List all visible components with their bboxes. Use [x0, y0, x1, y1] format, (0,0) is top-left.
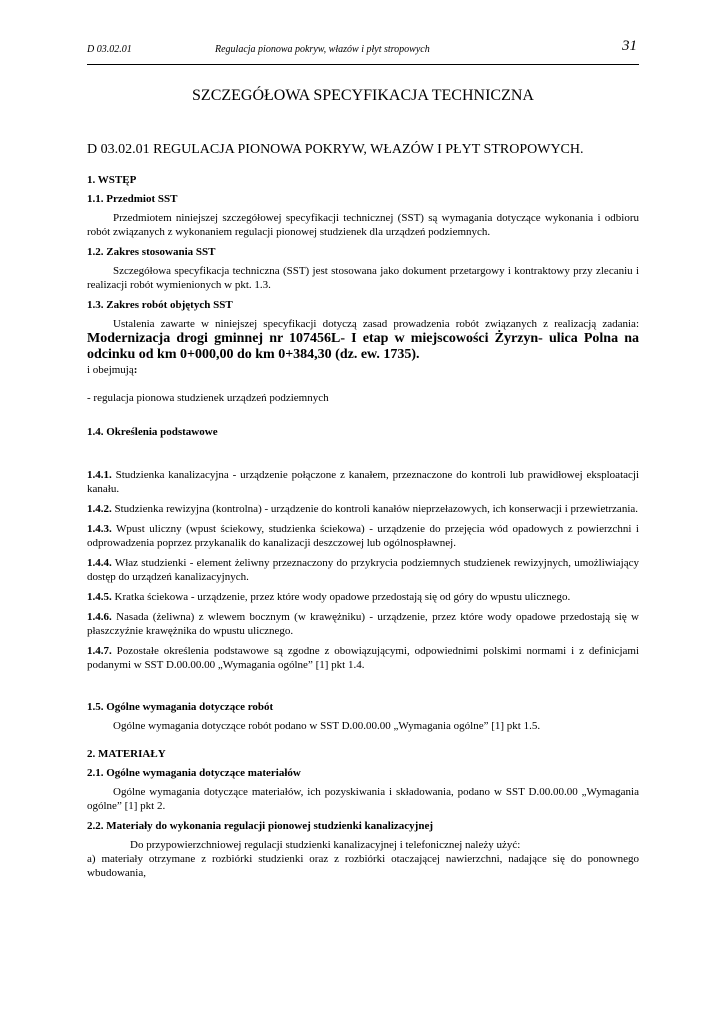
includes-text: i obejmują: [87, 364, 134, 376]
page-header: [87, 40, 639, 65]
header-title: Regulacja pionowa pokryw, włazów i płyt stropowych: [215, 44, 430, 55]
section-2-1-heading: 2.1. Ogólne wymagania dotyczące materiałów: [87, 767, 301, 779]
document-title: D 03.02.01 REGULACJA PIONOWA POKRYW, WŁAZÓW I PŁYT STROPOWYCH.: [87, 142, 584, 157]
spacer: [87, 411, 639, 425]
scope-item: - regulacja pionowa studzienek urządzeń podziemnych: [87, 392, 329, 404]
definition-item: [87, 590, 639, 604]
task-name: Modernizacja drogi gminnej nr 107456L- I etap w miejscowości Żyrzyn- ulica Polna na odcinku od km 0+000,00 do km 0+384,30 (dz. ew. 1735).: [87, 331, 639, 362]
section-1-3-heading: 1.3. Zakres robót objętych SST: [87, 299, 233, 311]
definition-text: Właz studzienki - element żeliwny przeznaczony do przykrycia podziemnych studzienek rewizyjnych, umożliwiający dostęp do urządzeń kanalizacyjnych.: [87, 557, 639, 583]
definition-item: [87, 610, 639, 638]
section-1-5-heading: 1.5. Ogólne wymagania dotyczące robót: [87, 701, 274, 713]
section-1-heading: 1. WSTĘP: [87, 174, 137, 186]
section-1-4-heading: 1.4. Określenia podstawowe: [87, 426, 218, 438]
section-2-1-text: Ogólne wymagania dotyczące materiałów, ich pozyskiwania i składowania, podano w SST D.00.00.00 „Wymagania ogólne” [1] pkt 2.: [87, 786, 639, 812]
section-1-3-intro: Ustalenia zawarte w niniejszej specyfikacji dotyczą zasad prowadzenia robót związanych z realizacją zadania:: [113, 318, 639, 330]
definition-text: Studzienka kanalizacyjna - urządzenie połączone z kanałem, przeznaczone do kontroli lub prawidłowej eksploatacji kanału.: [87, 469, 640, 495]
section-1-5-text: Ogólne wymagania dotyczące robót podano w SST D.00.00.00 „Wymagania ogólne” [1] pkt 1.5.: [113, 720, 541, 732]
main-title: SZCZEGÓŁOWA SPECYFIKACJA TECHNICZNA: [192, 87, 534, 104]
definition-item: [87, 556, 639, 584]
definition-number: 1.4.1.: [87, 469, 112, 481]
definition-item: [87, 644, 639, 672]
section-2-heading: 2. MATERIAŁY: [87, 748, 166, 760]
includes-colon: :: [133, 364, 138, 376]
definition-number: 1.4.4.: [87, 557, 112, 569]
definition-text: Pozostałe określenia podstawowe są zgodne z obowiązującymi, odpowiednimi polskimi normami i z definicjami podanymi w SST D.00.00.00 „Wymagania ogólne” [1] pkt 1.4.: [87, 645, 639, 671]
definition-number: 1.4.7.: [87, 645, 112, 657]
section-1-2-text: Szczegółowa specyfikacja techniczna (SST) jest stosowana jako dokument przetargowy i kontraktowy przy zlecaniu i realizacji robót wymienionych w pkt. 1.3.: [87, 265, 639, 291]
definition-number: 1.4.2.: [87, 503, 112, 515]
section-1-1-heading: 1.1. Przedmiot SST: [87, 193, 178, 205]
section-2-2-heading: 2.2. Materiały do wykonania regulacji pionowej studzienki kanalizacyjnej: [87, 820, 433, 832]
spacer: [87, 678, 639, 700]
material-item-a: a) materiały otrzymane z rozbiórki studzienki oraz z rozbiórki otaczającej nawierzchni, nadające się do ponownego wbudowania,: [87, 853, 639, 879]
includes-line: [87, 363, 639, 377]
definition-text: Wpust uliczny (wpust ściekowy, studzienka ściekowa) - urządzenie do przejęcia wód opadowych z powierzchni i odprowadzenia poprzez przykanalik do kanalizacji deszczowej lub ogólnospławnej.: [87, 523, 639, 549]
definition-item: [87, 502, 639, 516]
definition-number: 1.4.6.: [87, 611, 112, 623]
definition-item: [87, 468, 639, 496]
definition-text: Nasada (żeliwna) z wlewem bocznym (w krawężniku) - urządzenie, przez które wody opadowe przedostają się w płaszczyźnie krawężnika do wpustu ulicznego.: [87, 611, 639, 637]
document-body: [87, 86, 639, 886]
section-1-2-heading: 1.2. Zakres stosowania SST: [87, 246, 216, 258]
spacer: [87, 444, 639, 468]
section-1-3-text: [87, 317, 639, 363]
definition-number: 1.4.5.: [87, 591, 112, 603]
definition-item: [87, 522, 639, 550]
definition-text: Kratka ściekowa - urządzenie, przez które wody opadowe przedostają się od góry do wpustu ulicznego.: [114, 591, 571, 603]
section-2-2-text: Do przypowierzchniowej regulacji studzienki kanalizacyjnej i telefonicznej należy użyć:: [130, 839, 521, 851]
section-1-1-text: Przedmiotem niniejszej szczegółowej specyfikacji technicznej (SST) są wymagania dotyczące wykonania i odbioru robót związanych z wykonaniem regulacji pionowej studzienek dla urządzeń podziemnych.: [87, 212, 639, 238]
header-code: D 03.02.01: [87, 44, 132, 55]
definition-text: Studzienka rewizyjna (kontrolna) - urządzenie do kontroli kanałów nieprzełazowych, ich konserwacji i przewietrzania.: [114, 503, 639, 515]
page-number: 31: [622, 38, 637, 54]
definition-number: 1.4.3.: [87, 523, 112, 535]
